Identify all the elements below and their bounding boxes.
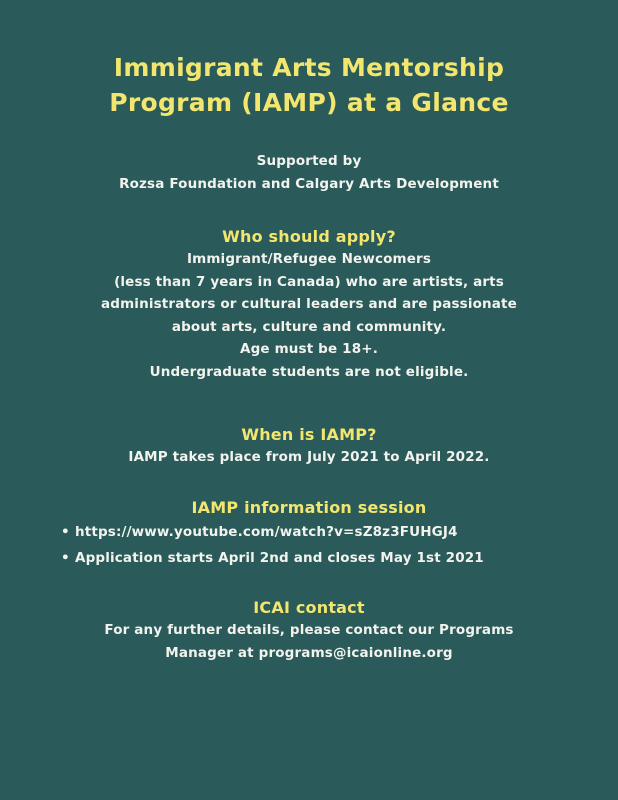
eligibility-line: about arts, culture and community.: [171, 318, 447, 335]
title-line-2: Program (IAMP) at a Glance: [109, 88, 509, 117]
eligibility-line: (less than 7 years in Canada) who are artists, arts: [114, 273, 504, 290]
eligibility-line: Immigrant/Refugee Newcomers: [186, 251, 432, 267]
student-exclusion: Undergraduate students are not eligible.: [149, 363, 469, 380]
when-section: [0, 424, 618, 469]
supported-by-section: [0, 150, 618, 195]
bullet-icon: •: [61, 524, 70, 540]
list-item: [61, 545, 618, 571]
youtube-link[interactable]: https://www.youtube.com/watch?v=sZ8z3FUHGJ4: [75, 524, 458, 540]
age-requirement: Age must be 18+.: [240, 341, 378, 357]
eligibility-text: [0, 248, 618, 383]
contact-line: For any further details, please contact our Programs: [104, 622, 514, 638]
list-item: [61, 519, 618, 545]
page-title: [0, 50, 618, 120]
information-session-section: [0, 497, 618, 571]
program-dates-text: IAMP takes place from July 2021 to April 2022.: [128, 449, 490, 465]
contact-section: [0, 597, 618, 664]
application-dates: Application starts April 2nd and closes May 1st 2021: [75, 550, 484, 566]
contact-heading: ICAI contact: [253, 598, 365, 617]
bullet-icon: •: [61, 550, 70, 566]
supporters-names: Rozsa Foundation and Calgary Arts Development: [119, 175, 499, 192]
contact-text: [0, 619, 618, 664]
program-dates: [0, 446, 618, 469]
when-heading: When is IAMP?: [241, 425, 377, 444]
information-session-list: [0, 519, 618, 571]
contact-email-line[interactable]: Manager at programs@icaionline.org: [165, 644, 453, 661]
eligibility-line: administrators or cultural leaders and are passionate: [101, 296, 517, 312]
information-session-heading: IAMP information session: [191, 498, 427, 517]
supported-by-text: [0, 150, 618, 195]
supported-by-label: Supported by: [256, 153, 362, 169]
who-should-apply-section: [0, 226, 618, 383]
who-should-apply-heading: Who should apply?: [222, 227, 396, 246]
title-line-1: Immigrant Arts Mentorship: [113, 53, 505, 82]
